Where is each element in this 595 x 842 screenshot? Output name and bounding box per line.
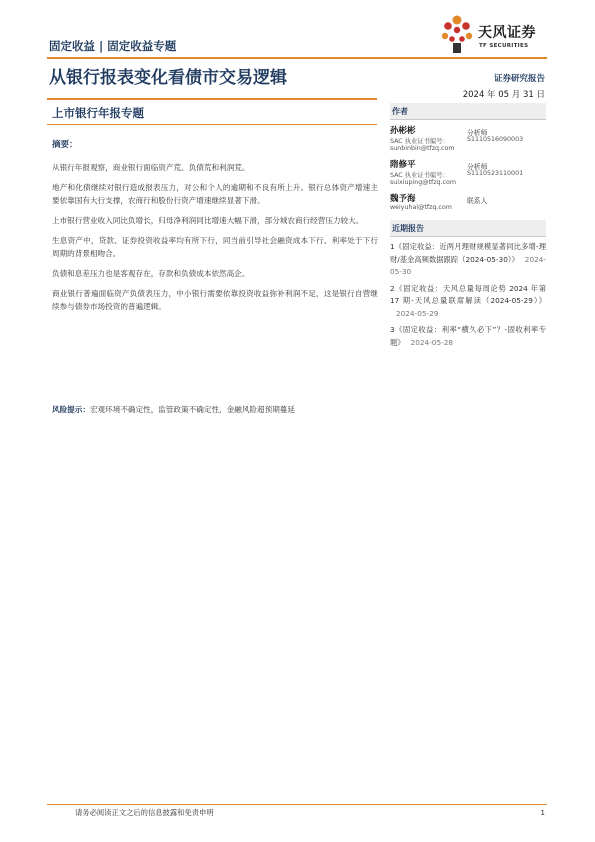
subtitle-divider xyxy=(47,124,377,125)
page-number: 1 xyxy=(540,808,545,817)
report-category: 固定收益 | 固定收益专题 xyxy=(49,39,177,53)
author-name: 孙彬彬 xyxy=(390,126,416,136)
recent-report-date: 2024-05-28 xyxy=(410,337,453,347)
author-card xyxy=(390,158,546,188)
header-divider xyxy=(47,57,547,59)
author-cert-label: SAC 执业证书编号： xyxy=(390,172,449,179)
company-logo xyxy=(440,14,550,58)
risk-text: 宏观环境不确定性，监管政策不确定性，金融风险超预期蔓延 xyxy=(89,405,295,414)
abstract-paragraph: 负债和息差压力也是客观存在，存款和负债成本依然高企。 xyxy=(52,269,250,278)
logo-text: 天风证券 xyxy=(478,25,536,41)
abstract-paragraph: 从银行年报观察，商业银行面临资产荒、负债荒和利润荒。 xyxy=(52,163,250,172)
recent-reports-panel xyxy=(390,220,546,349)
recent-reports-heading: 近期报告 xyxy=(390,220,546,237)
abstract-paragraph: 地产和化债继续对银行造成报表压力，对公和个人的逾期和不良有所上升。银行总体资产增速主要依靠国有大行支撑，农商行和股份行资产增速继续显著下滑。 xyxy=(52,183,378,205)
recent-report-title[interactable]: 3《固定收益：利率“横久必下”？-固收利率专题》 xyxy=(390,325,546,347)
risk-notice xyxy=(52,404,295,415)
abstract-paragraph: 上市银行营业收入同比负增长，归母净利润同比增速大幅下滑，部分城农商行经营压力较大。 xyxy=(52,216,364,225)
footer-disclaimer: 请务必阅读正文之后的信息披露和免责申明 xyxy=(75,808,214,817)
recent-report-item[interactable] xyxy=(390,283,546,321)
author-role: 分析师 xyxy=(467,163,488,171)
author-email[interactable]: suixiuping@tfzq.com xyxy=(390,179,456,186)
abstract-section xyxy=(52,138,378,320)
author-card xyxy=(390,192,546,214)
author-email[interactable]: sunbinbin@tfzq.com xyxy=(390,145,455,152)
author-name: 魏予海 xyxy=(390,194,416,204)
report-subtitle: 上市银行年报专题 xyxy=(52,106,144,120)
logo-text-en: TF SECURITIES xyxy=(479,43,529,49)
report-title: 从银行报表变化看债市交易逻辑 xyxy=(49,68,287,88)
author-cert-number: S1110516090003 xyxy=(467,136,524,143)
recent-report-title[interactable]: 2《固定收益：天风总量每周论势 2024 年第 17 期-天风总量联席解读（2024-05-29）》 xyxy=(390,283,546,305)
author-card xyxy=(390,124,546,154)
footer-divider xyxy=(47,804,547,805)
abstract-heading: 摘要： xyxy=(52,140,78,150)
author-email[interactable]: weiyuhai@tfzq.com xyxy=(390,204,452,211)
abstract-paragraph: 生息资产中，贷款、证券投资收益率均有所下行，同当前引导社会融资成本下行、利率处于下行周期的背景相吻合。 xyxy=(52,236,378,258)
title-divider xyxy=(47,98,377,100)
authors-heading: 作者 xyxy=(390,103,546,120)
risk-label: 风险提示： xyxy=(52,405,90,414)
author-role: 联系人 xyxy=(467,197,488,205)
author-role: 分析师 xyxy=(467,129,488,137)
recent-report-title[interactable]: 1《固定收益：近两月理财规模显著同比多增-理财/基金高频数据跟踪（2024-05-30）》 xyxy=(390,242,546,264)
authors-panel xyxy=(390,103,546,214)
logo-mark-icon xyxy=(440,14,474,54)
recent-report-item[interactable] xyxy=(390,324,546,349)
recent-report-item[interactable] xyxy=(390,241,546,279)
author-cert-number: S1110523110001 xyxy=(467,170,524,177)
author-name: 隋修平 xyxy=(390,160,416,170)
recent-report-date: 2024-05-29 xyxy=(396,308,439,318)
recent-report-date: 2024-05-30 xyxy=(390,254,546,276)
document-type: 证券研究报告 xyxy=(493,74,545,84)
author-cert-label: SAC 执业证书编号： xyxy=(390,138,449,145)
abstract-paragraph: 商业银行普遍面临资产负债表压力，中小银行需要依靠投资收益弥补利润不足，这是银行自营继续参与债券市场投资的普遍逻辑。 xyxy=(52,289,378,311)
report-date: 2024 年 05 月 31 日 xyxy=(462,90,545,100)
